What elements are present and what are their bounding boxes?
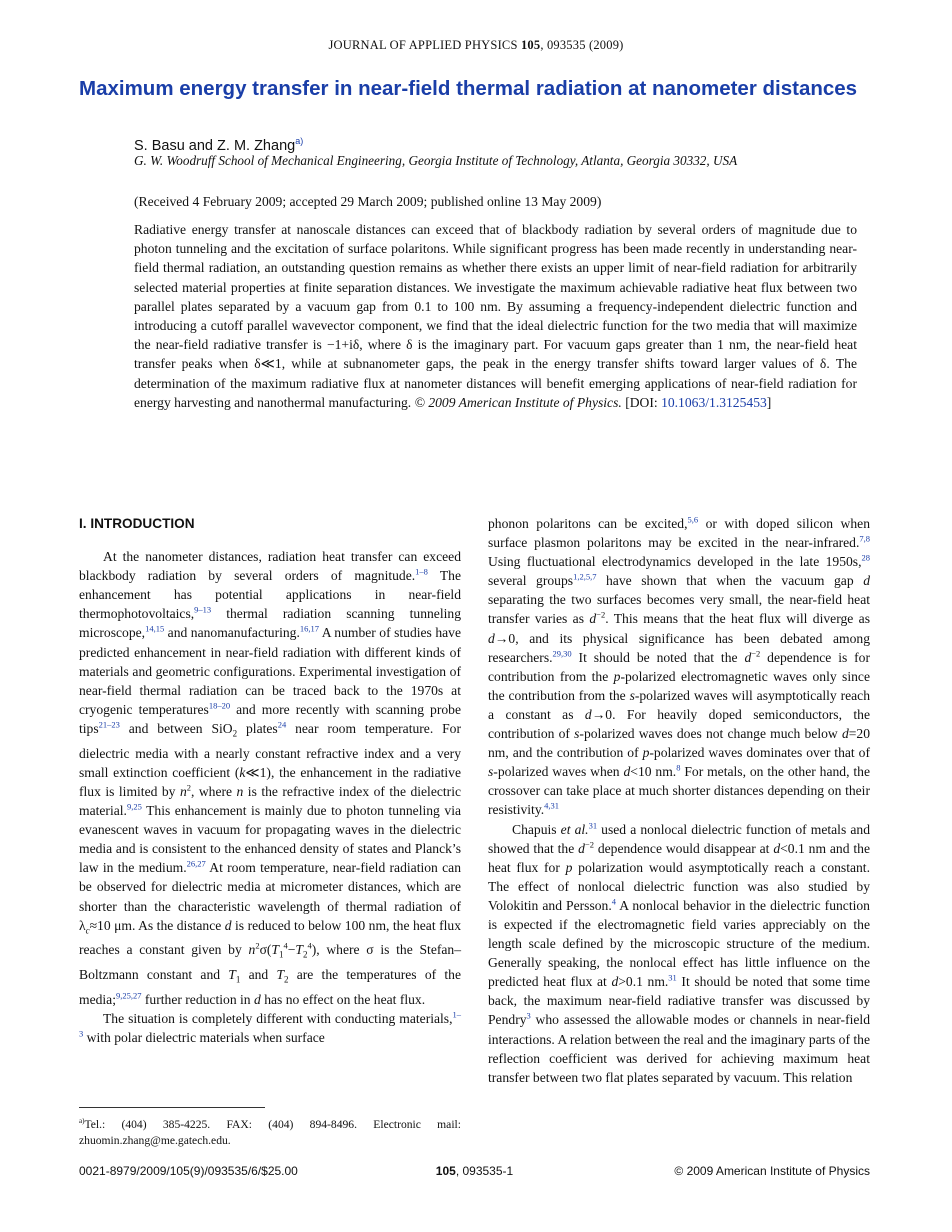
section-heading: I. INTRODUCTION bbox=[79, 516, 195, 531]
abstract-text: Radiative energy transfer at nanoscale distances can exceed that of blackbody radiation by several orders of magnitude due to photon tunneling and the excitation of surface polaritons. While significant progress has been made recently in understanding near-field thermal radiation, an outstanding question remains as whether there exists an upper limit of near-field radiation for arbitrarily selected material properties at finite separation distances. We investigate the maximum achievable radiative heat flux between two parallel plates separated by a vacuum gap from 0.1 to 100 nm. By assuming a frequency-independent dielectric function and introducing a cutoff parallel wavevector component, we find that the ideal dielectric function for the two media that will maximize the near-field radiative transfer is −1+iδ, where δ is the imaginary part. For vacuum gaps greater than 1 nm, the near-field heat transfer peaks when δ≪1, while at subnanometer gaps, the peak in the energy transfer shifts toward larger values of δ. The determination of the maximum radiative flux at nanometer distances will benefit emerging applications of near-field radiation for energy harvesting and nanothermal manufacturing. bbox=[134, 222, 857, 410]
right-column bbox=[488, 514, 870, 1087]
paragraph: At the nanometer distances, radiation heat transfer can exceed blackbody radiation by several orders of magnitude.$^{1-8}$ The enhancement has potential applications in near-field thermophotovoltaics,$^{9-13}$ thermal radiation scanning tunneling microscope,$^{14,15}$ and nanomanufacturing.$^{16,17}$ A number of studies have predicted enhancement in near-field radiation with different kinds of materials and geometric configurations. Experimental investigation of near-field thermal radiation can be traced back to the 1970s at cryogenic temperatures$^{18-20}$ and more recently with scanning probe tips$^{21-23}$ and between SiO$_2$ plates$^{24}$ near room temperature. For dielectric media with a nearly constant refractive index and a very small extinction coefficient (k≪1), the enhancement in the radiative flux is limited by $n^2$, where n is the refractive index of the dielectric material.$^{9,25}$ This enhancement is mainly due to photon tunneling via evanescent waves in vacuum for propagating waves in the dielectric media and is consistent to the enhanced density of states and Planck’s law in the medium.$^{26,27}$ At room temperature, near-field radiation can be observed for dielectric media at micrometer distances, which are shorter than the characteristic wavelength of thermal radiation of $\lambda_c\approx 10$ μm. As the distance d is reduced to below 100 nm, the heat flux reaches a constant given by $n^2\sigma(T_1^4-T_2^4)$, where σ is the Stefan–Boltzmann constant and $T_1$ and $T_2$ are the temperatures of the media;$^{9,25,27}$ further reduction in d has no effect on the heat flux. bbox=[79, 549, 462, 1008]
doi-prefix: [DOI: bbox=[625, 394, 662, 410]
running-head bbox=[0, 38, 952, 53]
journal-name: JOURNAL OF APPLIED PHYSICS bbox=[328, 38, 518, 52]
article-title: Maximum energy transfer in near-field thermal radiation at nanometer distances bbox=[79, 77, 858, 100]
left-column bbox=[79, 514, 461, 1047]
footnote bbox=[79, 1113, 461, 1149]
paragraph: phonon polaritons can be excited,$^{5,6}$ or with doped silicon when surface plasmon polaritons may be excited in the near-infrared.$^{7,8}$ Using fluctuational electrodynamics developed in the late 1950s,$^{28}$ several groups$^{1,2,5,7}$ have shown that when the vacuum gap d separating the two surfaces becomes very small, the near-field heat transfer varies as $d^{-2}$. This means that the heat flux will diverge as d→0, and its physical significance has been debated among researchers.$^{29,30}$ It should be noted that the $d^{-2}$ dependence is for contribution from the p-polarized electromagnetic waves only since the contribution from the s-polarized waves will asymptotically reach a constant as d→0. For heavily doped semiconductors, the contribution of s-polarized waves does not change much below d=20 nm, and the contribution of p-polarized waves dominates over that of s-polarized waves when d<10 nm.$^8$ For metals, on the other hand, the crossover can take place at much shorter distances depending on their resistivity.$^{4,31}$ bbox=[488, 514, 871, 818]
footer-issn: 0021-8979/2009/105(9)/093535/6/$25.00 bbox=[79, 1164, 298, 1178]
author-footnote-mark[interactable]: a) bbox=[295, 136, 304, 146]
paragraph: Chapuis et al.$^{31}$ used a nonlocal dielectric function of metals and showed that the $d^{-2}$ dependence would disappear at d<0.1 nm and the heat flux for p polarization would asymptotically reach a constant. The effect of nonlocal dielectric function was also studied by Volokitin and Persson.$^4$ A nonlocal behavior in the dielectric function is expected if the electromagnetic field varies appreciably on the length scale defined by the microscopic structure of the medium. Generally speaking, the nonlocal effect has little influence on the predicted heat flux at d>0.1 nm.$^{31}$ It should be noted that some time back, the maximum near-field radiative transfer was discussed by Pendry$^3$ who assessed the allowable modes or channels in near-field interactions. A relation between the real and the imaginary parts of the reflection coefficient was derived for achieving maximum heat transfer between two flat plates separated by vacuum. This relation bbox=[488, 819, 871, 1085]
footnote-divider bbox=[79, 1107, 265, 1108]
paragraph: The situation is completely different with conducting materials,$^{1-3}$ with polar dielectric materials when surface bbox=[79, 1009, 461, 1046]
affiliation: G. W. Woodruff School of Mechanical Engineering, Georgia Institute of Technology, Atlanta, Georgia 30332, USA bbox=[134, 153, 738, 168]
received-dates: (Received 4 February 2009; accepted 29 March 2009; published online 13 May 2009) bbox=[134, 194, 602, 209]
footer-copyright: © 2009 American Institute of Physics bbox=[674, 1164, 870, 1178]
footer-page: , 093535-1 bbox=[455, 1164, 514, 1178]
footnote-mark: a) bbox=[79, 1117, 85, 1125]
authors: S. Basu and Z. M. Zhang bbox=[134, 137, 296, 154]
journal-volume: 105 bbox=[520, 38, 541, 52]
abstract bbox=[134, 220, 857, 412]
footnote-text: Tel.: (404) 385-4225. FAX: (404) 894-8496. Electronic mail: zhuomin.zhang@me.gatech.edu. bbox=[79, 1117, 461, 1147]
doi-link[interactable]: 10.1063/1.3125453 bbox=[661, 394, 767, 410]
article-number-year: , 093535 (2009) bbox=[540, 38, 624, 52]
copyright-note: © 2009 American Institute of Physics. bbox=[414, 394, 622, 410]
footer-volume: 105 bbox=[435, 1164, 456, 1178]
doi-suffix: ] bbox=[766, 394, 772, 410]
